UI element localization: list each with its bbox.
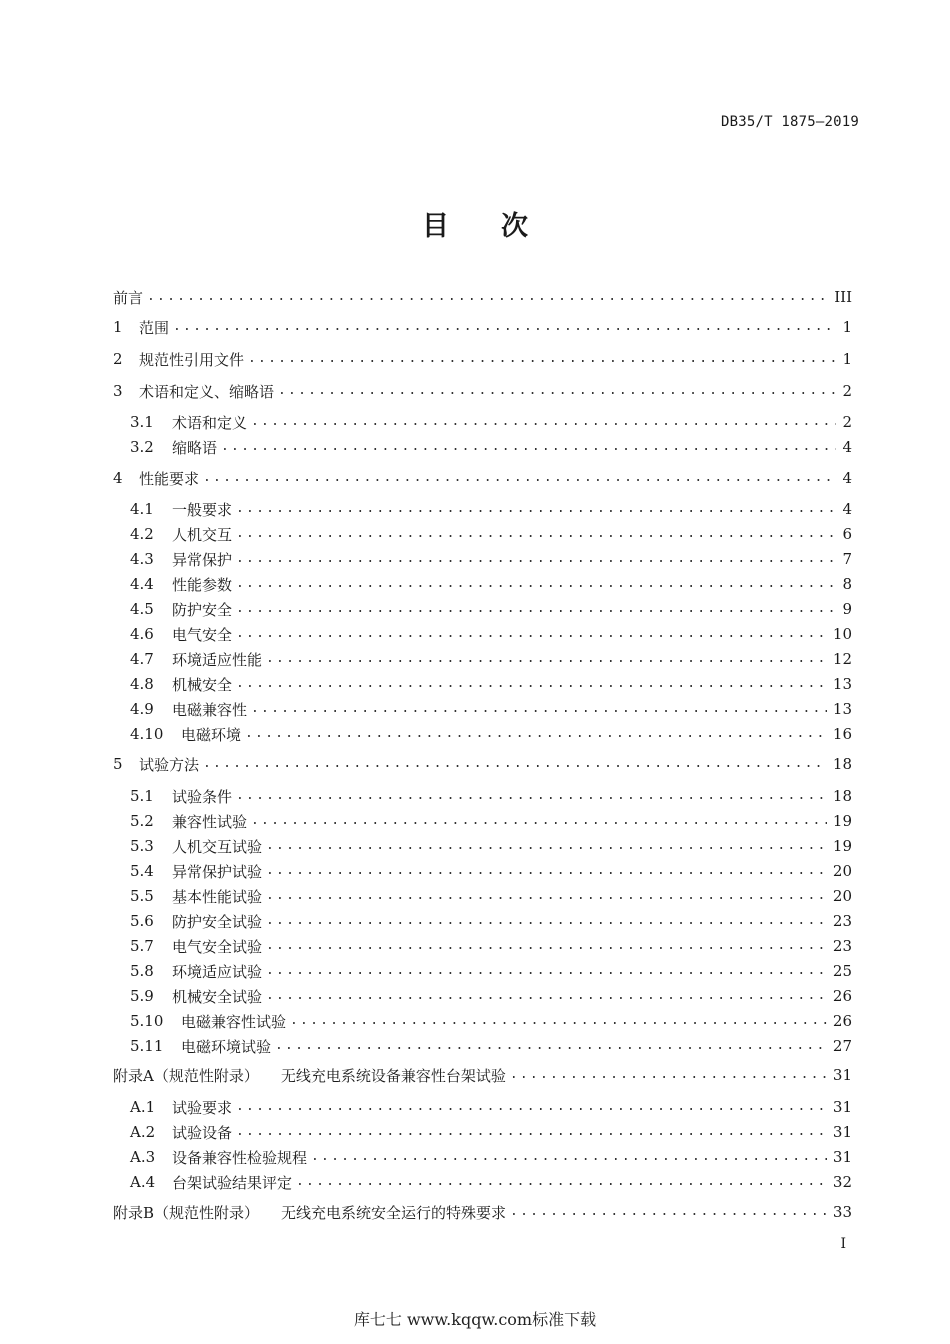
- toc-entry-page: 4: [842, 500, 852, 518]
- dot-leader: [290, 1012, 827, 1030]
- dot-leader: [236, 1098, 827, 1116]
- toc-entry-page: 23: [832, 937, 852, 955]
- dot-leader: [236, 1123, 827, 1141]
- toc-entry-label: 术语和定义: [172, 413, 248, 432]
- dot-leader: [278, 382, 836, 400]
- toc-entry-number: 5.8: [130, 962, 154, 980]
- toc-entry-page: 13: [832, 700, 852, 718]
- toc-entry-page: 18: [832, 755, 852, 773]
- dot-leader: [266, 862, 827, 880]
- toc-entry-label: 前言: [113, 288, 144, 307]
- dot-leader: [510, 1066, 827, 1084]
- toc-entry-page: 1: [842, 350, 852, 368]
- toc-entry-number: 4.7: [130, 650, 154, 668]
- dot-leader: [266, 837, 827, 855]
- toc-entry-page: 4: [842, 469, 852, 487]
- toc-entry-label: 试验设备: [172, 1123, 233, 1142]
- toc-entry-number: 5.3: [130, 837, 154, 855]
- toc-entry[interactable]: [113, 752, 852, 776]
- toc-entry-number: A.3: [130, 1148, 156, 1166]
- toc-entry[interactable]: [113, 859, 852, 883]
- title-char-1: 目: [422, 211, 449, 242]
- dot-leader: [236, 525, 836, 543]
- toc-entry-page: 12: [832, 650, 852, 668]
- toc-entry-page: 13: [832, 675, 852, 693]
- toc-entry-page: 7: [842, 550, 852, 568]
- toc-entry-number: 3.1: [130, 413, 154, 431]
- toc-entry-page: III: [834, 288, 852, 306]
- toc-entry[interactable]: [113, 622, 852, 646]
- toc-entry[interactable]: [113, 572, 852, 596]
- toc-entry-number: 3.2: [130, 438, 154, 456]
- toc-entry-label: 人机交互试验: [172, 837, 263, 856]
- standard-code: DB35/T 1875—2019: [720, 114, 859, 130]
- title-char-2: 次: [501, 211, 528, 242]
- toc-entry[interactable]: [113, 597, 852, 621]
- dot-leader: [251, 413, 836, 431]
- toc-entry-page: 27: [832, 1037, 852, 1055]
- dot-leader: [248, 350, 836, 368]
- toc-entry[interactable]: [113, 784, 852, 808]
- toc-entry-label: 规范性引用文件: [139, 350, 245, 369]
- toc-entry-number: 4.3: [130, 550, 154, 568]
- toc-entry-label: 试验要求: [172, 1098, 233, 1117]
- dot-leader: [266, 937, 827, 955]
- dot-leader: [236, 550, 836, 568]
- toc-entry-number: 5.5: [130, 887, 154, 905]
- toc-entry-number: 4.5: [130, 600, 154, 618]
- dot-leader: [236, 675, 827, 693]
- dot-leader: [236, 600, 836, 618]
- toc-entry-label: 无线充电系统安全运行的特殊要求: [281, 1203, 507, 1222]
- toc-entry-page: 31: [832, 1148, 852, 1166]
- toc-entry[interactable]: [113, 809, 852, 833]
- toc-entry-page: 26: [832, 1012, 852, 1030]
- toc-entry-number: 5.9: [130, 987, 154, 1005]
- dot-leader: [251, 812, 827, 830]
- toc-entry-number: 4.8: [130, 675, 154, 693]
- dot-leader: [221, 438, 836, 456]
- toc-entry-number: 5.2: [130, 812, 154, 830]
- toc-entry-label: 设备兼容性检验规程: [172, 1148, 308, 1167]
- toc-entry-label: 范围: [139, 318, 170, 337]
- toc-entry[interactable]: [113, 1145, 852, 1169]
- toc-entry-label: 无线充电系统设备兼容性台架试验: [280, 1066, 506, 1085]
- toc-entry-page: 16: [832, 725, 852, 743]
- toc-entry-label: 异常保护: [172, 550, 233, 569]
- toc-entry-page: 26: [832, 987, 852, 1005]
- toc-entry-label: 异常保护试验: [172, 862, 263, 881]
- toc-entry-label: 性能要求: [139, 469, 200, 488]
- toc-entry[interactable]: [113, 1200, 852, 1224]
- toc-entry-number: 4.2: [130, 525, 154, 543]
- toc-entry[interactable]: [113, 285, 852, 309]
- toc-entry[interactable]: [113, 934, 852, 958]
- dot-leader: [203, 755, 827, 773]
- toc-entry-number: A.1: [130, 1098, 156, 1116]
- toc-entry-number: 5.1: [130, 787, 154, 805]
- toc-entry-number: 5.4: [130, 862, 154, 880]
- toc-entry-number: 4.6: [130, 625, 154, 643]
- toc-entry-label: 电气安全试验: [172, 937, 263, 956]
- toc-entry[interactable]: [113, 410, 852, 434]
- toc-entry-page: 1: [842, 318, 852, 336]
- toc-entry-label: 电磁兼容性试验: [181, 1012, 287, 1031]
- toc-entry-label: 人机交互: [172, 525, 233, 544]
- dot-leader: [236, 625, 827, 643]
- toc-entry[interactable]: [113, 1034, 852, 1058]
- toc-entry-page: 2: [842, 413, 852, 431]
- toc-entry-page: 20: [832, 862, 852, 880]
- dot-leader: [203, 469, 836, 487]
- dot-leader: [266, 912, 827, 930]
- dot-leader: [236, 787, 827, 805]
- toc-entry[interactable]: [113, 379, 852, 403]
- toc-entry[interactable]: [113, 347, 852, 371]
- toc-entry-label: 术语和定义、缩略语: [139, 382, 275, 401]
- toc-entry[interactable]: [113, 909, 852, 933]
- dot-leader: [251, 700, 827, 718]
- toc-entry-label: 试验条件: [172, 787, 233, 806]
- toc-entry[interactable]: [113, 547, 852, 571]
- toc-entry-label: 兼容性试验: [172, 812, 248, 831]
- toc-entry-page: 25: [832, 962, 852, 980]
- toc-entry-number: A.4: [130, 1173, 156, 1191]
- dot-leader: [296, 1173, 827, 1191]
- toc-entry-page: 33: [832, 1203, 852, 1221]
- toc-entry[interactable]: [113, 884, 852, 908]
- toc-entry-label: 电气安全: [172, 625, 233, 644]
- toc-entry-label: 基本性能试验: [172, 887, 263, 906]
- toc-entry-number: 2: [113, 350, 123, 368]
- toc-entry-page: 19: [832, 837, 852, 855]
- dot-leader: [245, 725, 827, 743]
- toc-entry-number: 4.10: [130, 725, 164, 743]
- dot-leader: [266, 887, 827, 905]
- dot-leader: [311, 1148, 827, 1166]
- toc-entry[interactable]: [113, 984, 852, 1008]
- toc-entry-label: 电磁环境: [181, 725, 242, 744]
- toc-entry-number: 4: [113, 469, 123, 487]
- toc-entry[interactable]: [113, 647, 852, 671]
- dot-leader: [173, 318, 836, 336]
- toc-entry-page: 31: [832, 1066, 852, 1084]
- toc-entry-page: 10: [832, 625, 852, 643]
- page-number: I: [840, 1236, 846, 1252]
- toc-entry-label: 电磁环境试验: [181, 1037, 272, 1056]
- toc-entry-label: 机械安全试验: [172, 987, 263, 1006]
- toc-entry[interactable]: [113, 522, 852, 546]
- toc-entry[interactable]: [113, 435, 852, 459]
- toc-entry-page: 8: [842, 575, 852, 593]
- toc-entry-page: 19: [832, 812, 852, 830]
- toc-entry[interactable]: [113, 1120, 852, 1144]
- page-title: [0, 204, 950, 243]
- toc-entry-number: 4.9: [130, 700, 154, 718]
- toc-entry-label: 防护安全试验: [172, 912, 263, 931]
- dot-leader: [266, 987, 827, 1005]
- toc-entry[interactable]: [113, 466, 852, 490]
- toc-entry-page: 31: [832, 1123, 852, 1141]
- toc-entry-label: 机械安全: [172, 675, 233, 694]
- toc-entry[interactable]: [113, 1095, 852, 1119]
- toc-entry[interactable]: [113, 1063, 852, 1087]
- dot-leader: [510, 1203, 827, 1221]
- toc-entry-label: 电磁兼容性: [172, 700, 248, 719]
- toc-entry-page: 32: [832, 1173, 852, 1191]
- toc-entry[interactable]: [113, 722, 852, 746]
- toc-entry-page: 18: [832, 787, 852, 805]
- toc-entry-number: 5.6: [130, 912, 154, 930]
- toc-entry-label: 试验方法: [139, 755, 200, 774]
- toc-entry[interactable]: [113, 697, 852, 721]
- toc-entry-label: 台架试验结果评定: [172, 1173, 293, 1192]
- toc-entry-page: 9: [842, 600, 852, 618]
- dot-leader: [266, 962, 827, 980]
- toc-entry-number: 5.7: [130, 937, 154, 955]
- toc-entry[interactable]: [113, 834, 852, 858]
- toc-entry-label: 缩略语: [172, 438, 218, 457]
- toc-entry-label: 防护安全: [172, 600, 233, 619]
- toc-entry-number: 4.4: [130, 575, 154, 593]
- toc-entry-number: 5.11: [130, 1037, 164, 1055]
- dot-leader: [236, 500, 836, 518]
- toc-entry-number: A.2: [130, 1123, 156, 1141]
- toc-entry-label: 性能参数: [172, 575, 233, 594]
- toc-entry-page: 2: [842, 382, 852, 400]
- toc-entry-page: 6: [842, 525, 852, 543]
- toc-entry-number: 4.1: [130, 500, 154, 518]
- dot-leader: [236, 575, 836, 593]
- dot-leader: [275, 1037, 827, 1055]
- toc-entry-number: 附录A（规范性附录）: [113, 1066, 259, 1085]
- toc-entry[interactable]: [113, 672, 852, 696]
- toc-entry-page: 20: [832, 887, 852, 905]
- watermark-text: 库七七 www.kqqw.com标准下载: [353, 1310, 597, 1329]
- toc-entry-label: 环境适应性能: [172, 650, 263, 669]
- toc-entry-number: 5: [113, 755, 123, 773]
- toc-entry-label: 一般要求: [172, 500, 233, 519]
- dot-leader: [266, 650, 827, 668]
- toc-entry-page: 31: [832, 1098, 852, 1116]
- toc-entry[interactable]: [113, 959, 852, 983]
- toc-entry-number: 1: [113, 318, 123, 336]
- toc-entry[interactable]: [113, 1009, 852, 1033]
- toc-entry[interactable]: [113, 497, 852, 521]
- toc-entry-number: 附录B（规范性附录）: [113, 1203, 260, 1222]
- toc-entry-page: 23: [832, 912, 852, 930]
- toc-entry[interactable]: [113, 1170, 852, 1194]
- toc-entry-page: 4: [842, 438, 852, 456]
- toc-entry-label: 环境适应试验: [172, 962, 263, 981]
- dot-leader: [147, 288, 828, 306]
- toc-entry-number: 5.10: [130, 1012, 164, 1030]
- toc-entry[interactable]: [113, 315, 852, 339]
- toc-entry-number: 3: [113, 382, 123, 400]
